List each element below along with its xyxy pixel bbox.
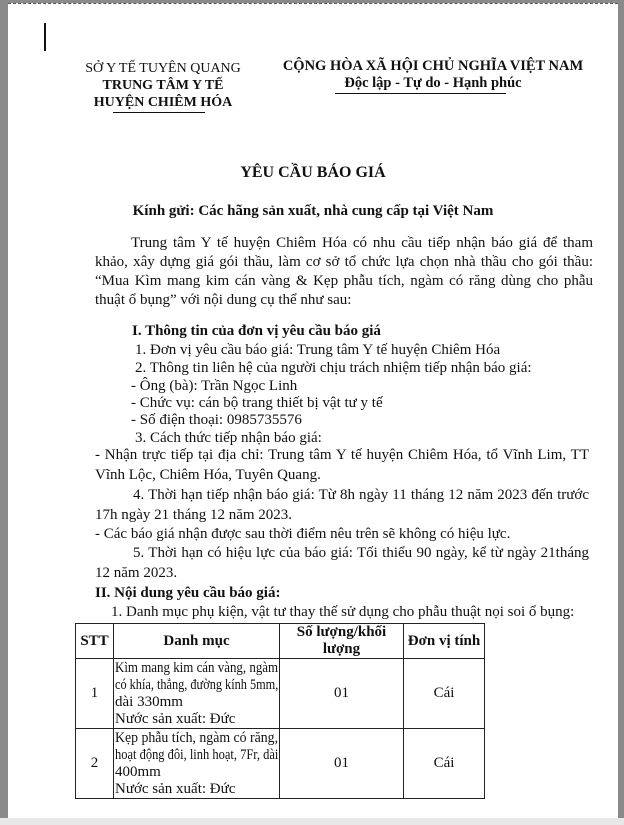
info-line: - Chức vụ: cán bộ trang thiết bị vật tư y tế	[131, 395, 383, 411]
items-table	[75, 623, 485, 799]
intro-line: “Mua Kìm mang kim cán vàng & Kẹp phẫu tích, ngàm có răng dùng cho phẫu	[95, 273, 593, 289]
divider	[335, 93, 506, 94]
viewer-bottom-edge	[0, 818, 624, 825]
info-line: 1. Đơn vị yêu cầu báo giá: Trung tâm Y tế huyện Chiêm Hóa	[135, 342, 501, 358]
table-row	[76, 729, 485, 799]
info-line: 3. Cách thức tiếp nhận báo giá:	[135, 430, 322, 446]
cell-qty: 01	[280, 729, 404, 799]
divider	[113, 112, 205, 113]
info-line: - Các báo giá nhận được sau thời điểm nêu trên sẽ không có hiệu lực.	[95, 526, 511, 542]
intro-line: thuật ổ bụng” với nội dung cụ thể như sau:	[95, 292, 352, 308]
section2-heading: II. Nội dung yêu cầu báo giá:	[95, 585, 281, 601]
text-cursor	[44, 23, 46, 51]
recipient: Kính gửi: Các hãng sản xuất, nhà cung cấp tại Việt Nam	[132, 203, 494, 219]
item-line: có khía, thẳng, đường kính 5mm,	[115, 676, 279, 693]
cell-stt: 1	[76, 659, 114, 729]
item-line: Nước sản xuất: Đức	[115, 780, 236, 797]
info-line: Vĩnh Lộc, Chiêm Hóa, Tuyên Quang.	[95, 467, 321, 483]
info-line: 2. Thông tin liên hệ của người chịu trách nhiệm tiếp nhận báo giá:	[135, 360, 532, 376]
cell-unit: Cái	[404, 659, 485, 729]
cell-qty: 01	[280, 659, 404, 729]
info-line: 17h ngày 21 tháng 12 năm 2023.	[95, 507, 293, 523]
info-line: - Nhận trực tiếp tại địa chỉ: Trung tâm Y tế huyện Chiêm Hóa, tổ Vĩnh Lim, TT	[95, 447, 589, 463]
info-line: 12 năm 2023.	[95, 565, 178, 581]
item-line: 400mm	[115, 763, 161, 780]
national-title: CỘNG HÒA XÃ HỘI CHỦ NGHĨA VIỆT NAM	[282, 58, 584, 74]
table-row	[76, 659, 485, 729]
document-page	[8, 3, 618, 819]
org-district: HUYỆN CHIÊM HÓA	[93, 95, 233, 110]
cell-stt: 2	[76, 729, 114, 799]
item-line: Kẹp phẫu tích, ngàm có răng,	[115, 729, 279, 746]
info-line: 4. Thời hạn tiếp nhận báo giá: Từ 8h ngày 11 tháng 12 năm 2023 đến trước	[133, 487, 589, 503]
org-parent: SỞ Y TẾ TUYÊN QUANG	[85, 61, 241, 76]
national-motto: Độc lập - Tự do - Hạnh phúc	[344, 75, 522, 91]
col-unit: Đơn vị tính	[404, 624, 485, 659]
info-line: - Ông (bà): Trần Ngọc Linh	[131, 378, 298, 394]
item-line: dài 330mm	[115, 693, 183, 710]
table-header-row	[76, 624, 485, 659]
item-line: hoạt động đôi, linh hoạt, 7Fr, dài	[115, 746, 279, 763]
info-line: - Số điện thoại: 0985735576	[131, 412, 302, 428]
col-item: Danh mục	[114, 624, 280, 659]
intro-line: Trung tâm Y tế huyện Chiêm Hóa có nhu cầu tiếp nhận báo giá để tham	[131, 235, 593, 251]
item-line: Nước sản xuất: Đức	[115, 710, 236, 727]
cell-item	[114, 659, 280, 729]
cell-item	[114, 729, 280, 799]
section1-heading: I. Thông tin của đơn vị yêu cầu báo giá	[132, 323, 381, 339]
doc-title: YÊU CẦU BÁO GIÁ	[240, 164, 386, 181]
col-qty: Số lượng/khối lượng	[280, 624, 404, 659]
org-name: TRUNG TÂM Y TẾ	[102, 78, 224, 93]
col-stt: STT	[76, 624, 114, 659]
intro-line: khảo, xây dựng giá gói thầu, làm cơ sở tổ chức lựa chọn nhà thầu cho gói thầu:	[95, 254, 593, 270]
section2-item: 1. Danh mục phụ kiện, vật tư thay thế sử dụng cho phẫu thuật nọi soi ổ bụng:	[111, 604, 575, 620]
item-line: Kìm mang kim cán vàng, ngàm	[115, 659, 279, 676]
cell-unit: Cái	[404, 729, 485, 799]
info-line: 5. Thời hạn có hiệu lực của báo giá: Tối thiểu 90 ngày, kể từ ngày 21tháng	[133, 545, 589, 561]
